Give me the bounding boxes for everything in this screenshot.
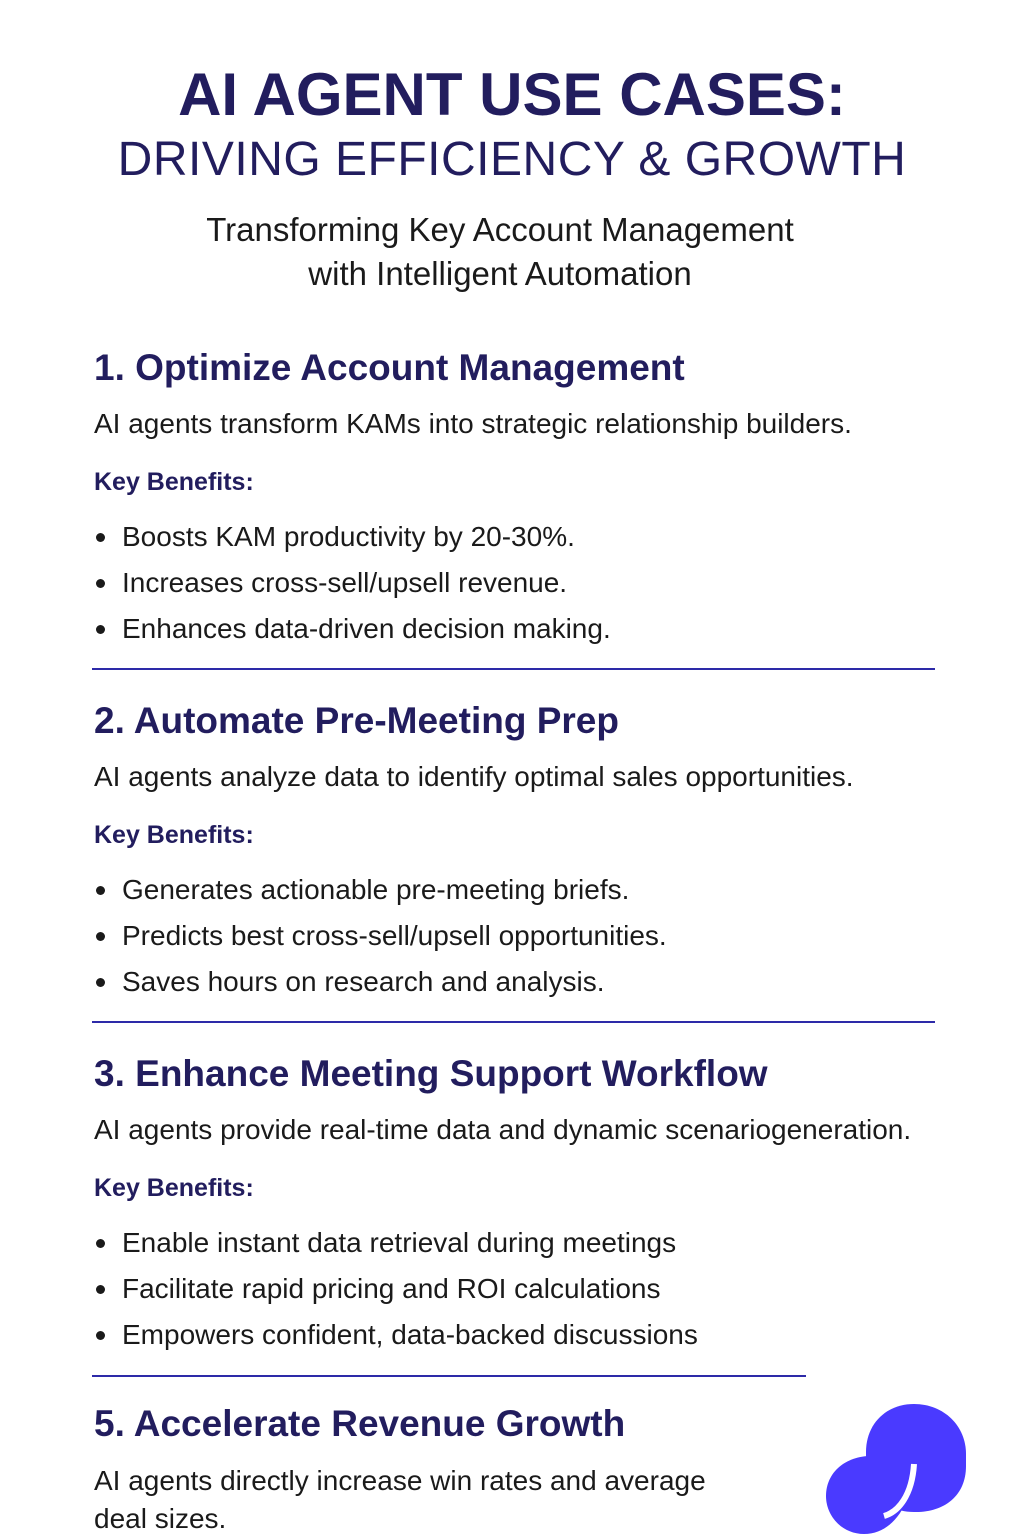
benefit-item bbox=[94, 959, 667, 1005]
section-description bbox=[94, 1462, 706, 1538]
section-heading: 2. Automate Pre-Meeting Prep bbox=[94, 700, 619, 741]
section-divider bbox=[92, 1375, 806, 1377]
section-heading: 3. Enhance Meeting Support Workflow bbox=[94, 1053, 768, 1094]
subtitle-line2: with Intelligent Automation bbox=[308, 255, 692, 292]
benefit-text: Increases cross-sell/upsell revenue. bbox=[122, 567, 568, 598]
section-description: AI agents analyze data to identify optimal sales opportunities. bbox=[94, 761, 854, 792]
bullet-icon bbox=[96, 1285, 105, 1294]
benefit-text: Facilitate rapid pricing and ROI calculations bbox=[122, 1273, 661, 1304]
benefit-text: Enable instant data retrieval during meetings bbox=[122, 1227, 677, 1258]
bullet-icon bbox=[96, 625, 105, 634]
description-line1: AI agents directly increase win rates and average bbox=[94, 1465, 706, 1496]
brand-logo-icon bbox=[826, 1404, 966, 1536]
benefits-list bbox=[94, 867, 667, 1005]
description-line2: deal sizes. bbox=[94, 1503, 227, 1534]
key-benefits-label: Key Benefits: bbox=[94, 1174, 254, 1202]
benefit-item bbox=[94, 913, 667, 959]
benefit-text: Boosts KAM productivity by 20-30%. bbox=[122, 521, 575, 552]
benefits-list bbox=[94, 514, 611, 652]
bullet-icon bbox=[96, 886, 105, 895]
benefit-item bbox=[94, 1220, 698, 1266]
benefit-item bbox=[94, 867, 667, 913]
bullet-icon bbox=[96, 932, 105, 941]
page-title-line2: DRIVING EFFICIENCY & GROWTH bbox=[117, 133, 907, 186]
benefit-item bbox=[94, 560, 611, 606]
bullet-icon bbox=[96, 978, 105, 987]
section-divider bbox=[92, 1021, 935, 1023]
benefit-text: Saves hours on research and analysis. bbox=[122, 966, 605, 997]
page-subtitle bbox=[0, 208, 1000, 296]
key-benefits-label: Key Benefits: bbox=[94, 821, 254, 849]
subtitle-line1: Transforming Key Account Management bbox=[206, 211, 794, 248]
bullet-icon bbox=[96, 1239, 105, 1248]
benefit-item bbox=[94, 1312, 698, 1358]
benefits-list bbox=[94, 1220, 698, 1358]
benefit-text: Generates actionable pre-meeting briefs. bbox=[122, 874, 630, 905]
section-heading: 5. Accelerate Revenue Growth bbox=[94, 1403, 626, 1444]
benefit-item bbox=[94, 1266, 698, 1312]
section-heading: 1. Optimize Account Management bbox=[94, 347, 685, 388]
bullet-icon bbox=[96, 1331, 105, 1340]
benefit-text: Empowers confident, data-backed discussions bbox=[122, 1319, 698, 1350]
section-description: AI agents provide real-time data and dynamic scenariogeneration. bbox=[94, 1114, 912, 1145]
benefit-item bbox=[94, 514, 611, 560]
section-description: AI agents transform KAMs into strategic relationship builders. bbox=[94, 408, 852, 439]
benefit-text: Enhances data-driven decision making. bbox=[122, 613, 611, 644]
logo-lower-shape bbox=[826, 1456, 914, 1534]
bullet-icon bbox=[96, 579, 105, 588]
section-divider bbox=[92, 668, 935, 670]
page-title: AI AGENT USE CASES: bbox=[178, 61, 846, 128]
key-benefits-label: Key Benefits: bbox=[94, 468, 254, 496]
benefit-item bbox=[94, 606, 611, 652]
benefit-text: Predicts best cross-sell/upsell opportunities. bbox=[122, 920, 667, 951]
bullet-icon bbox=[96, 533, 105, 542]
